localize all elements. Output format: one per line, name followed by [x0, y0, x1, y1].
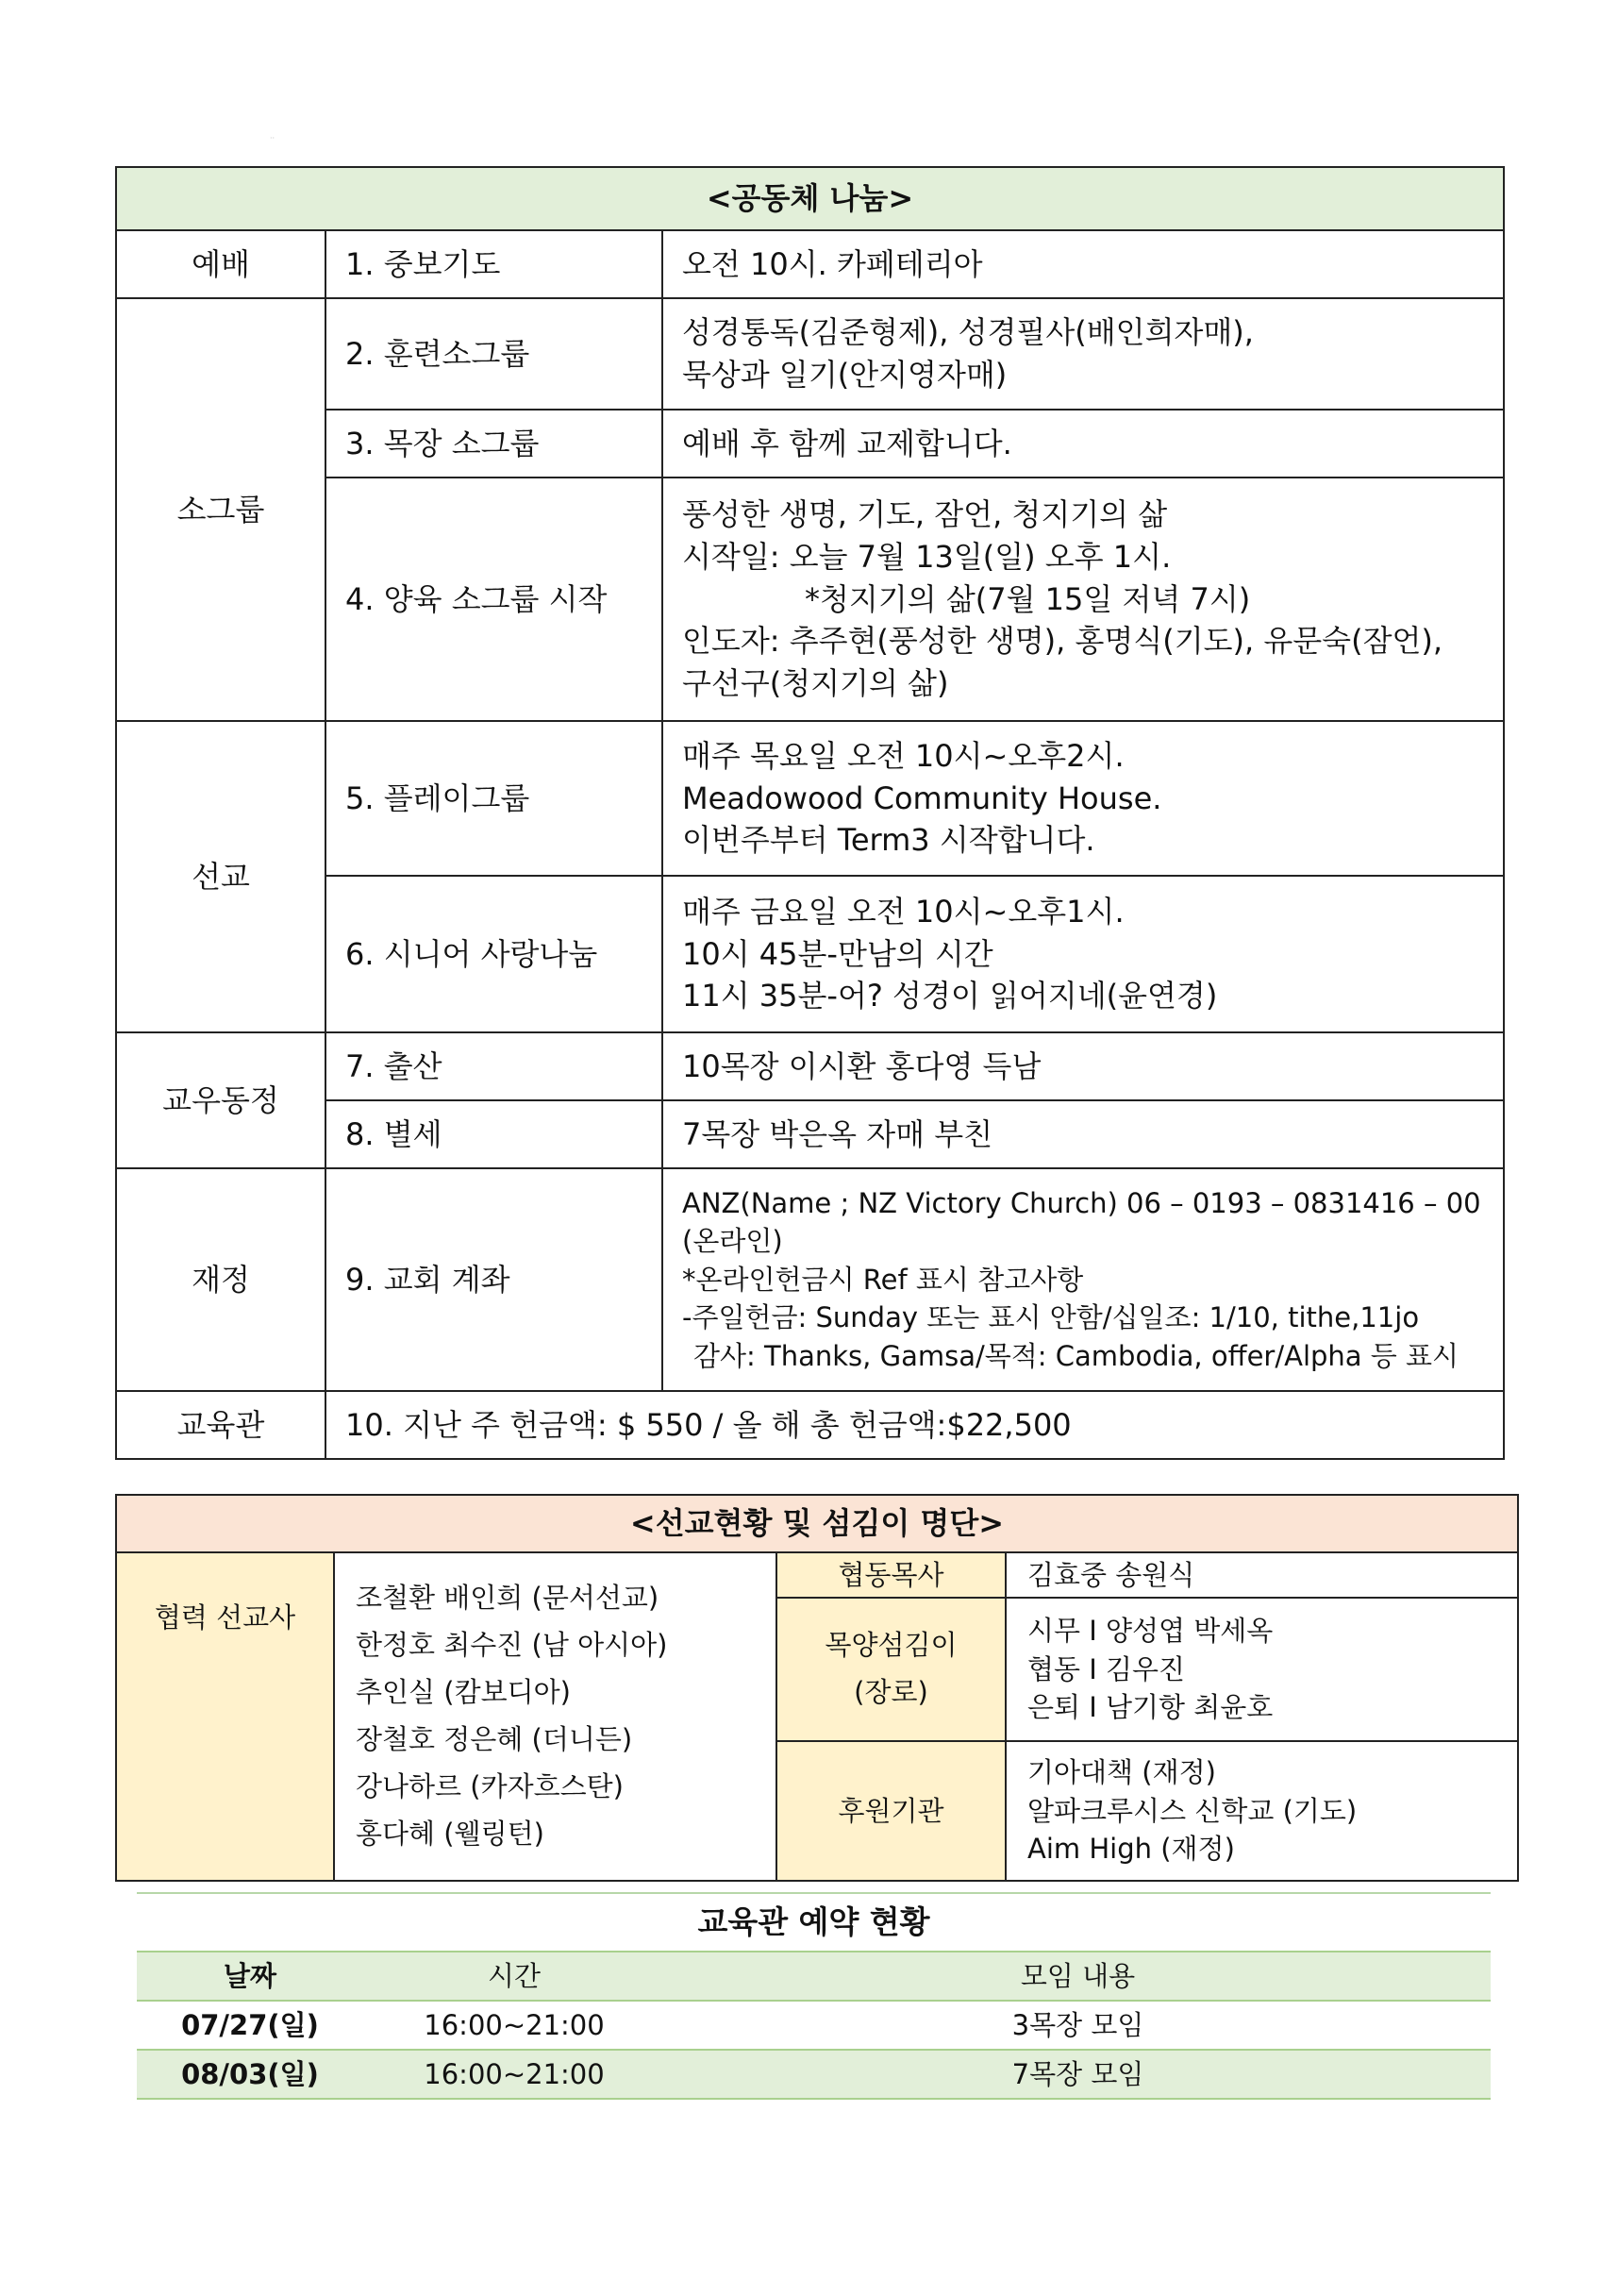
- table-row: 08/03(일) 16:00~21:00 7목장 모임: [137, 2050, 1491, 2099]
- category-worship: 예배: [116, 230, 325, 298]
- item-label: 3. 목장 소그룹: [325, 410, 662, 478]
- offering-summary: 10. 지난 주 헌금액: $ 550 / 올 해 총 헌금액:$22,500: [325, 1391, 1504, 1459]
- elders-label: 목양섬김이 (장로): [776, 1598, 1006, 1741]
- missionary-list: [334, 1552, 776, 1881]
- item-content: ANZ(Name ; NZ Victory Church) 06 – 0193 – 0831416 – 00 (온라인) *온라인헌금시 Ref 표시 참고사항 -주일헌금: Sunday 또는 표시 안함/십일조: 1/10, tithe,11jo 감사: Thanks, Gamsa/목적: Cambodia, offer/Alpha 등 표시: [662, 1168, 1504, 1391]
- list-item: 조철환 배인희 (문서선교): [356, 1582, 659, 1615]
- list-item: 홍다혜 (웰링턴): [356, 1817, 544, 1850]
- item-content: 풍성한 생명, 기도, 잠언, 청지기의 삶 시작일: 오늘 7월 13일(일) 오후 1시. *청지기의 삶(7월 15일 저녁 7시) 인도자: 추주현(풍성한 생명), 홍명식(기도), 유문숙(잠언), 구선구(청지기의 삶): [662, 478, 1504, 721]
- mission-title: <선교현황 및 섬김이 명단>: [116, 1495, 1518, 1552]
- community-title: <공동체 나눔>: [116, 167, 1504, 230]
- scan-mark: ··: [270, 134, 275, 142]
- header-time: 시간: [363, 1952, 665, 2001]
- mission-table: [115, 1494, 1519, 1882]
- category-education-hall: 교육관: [116, 1391, 325, 1459]
- table-row: 07/27(일) 16:00~21:00 3목장 모임: [137, 2001, 1491, 2050]
- sponsors-list: 기아대책 (재정) 알파크루시스 신학교 (기도) Aim High (재정): [1006, 1741, 1518, 1881]
- item-content: 매주 금요일 오전 10시~오후1시. 10시 45분-만남의 시간 11시 35분-어? 성경이 읽어지네(윤연경): [662, 876, 1504, 1032]
- item-label: 5. 플레이그룹: [325, 721, 662, 876]
- item-content: 오전 10시. 카페테리아: [662, 230, 1504, 298]
- item-label: 2. 훈련소그룹: [325, 298, 662, 410]
- community-table: [115, 166, 1505, 1460]
- list-item: 추인실 (캄보디아): [356, 1676, 571, 1709]
- item-content: 예배 후 함께 교제합니다.: [662, 410, 1504, 478]
- list-item: 한정호 최수진 (남 아시아): [356, 1629, 668, 1662]
- category-mission: 선교: [116, 721, 325, 1032]
- item-label: 6. 시니어 사랑나눔: [325, 876, 662, 1032]
- sponsors-label: 후원기관: [776, 1741, 1006, 1881]
- category-small-group: 소그룹: [116, 298, 325, 721]
- missionary-label: 협력 선교사: [116, 1552, 334, 1881]
- item-label: 7. 출산: [325, 1032, 662, 1100]
- reservation-table: [137, 1951, 1491, 2100]
- item-content: 10목장 이시환 홍다영 득남: [662, 1032, 1504, 1100]
- item-label: 1. 중보기도: [325, 230, 662, 298]
- item-label: 9. 교회 계좌: [325, 1168, 662, 1391]
- elders-list: 시무 I 양성엽 박세옥 협동 I 김우진 은퇴 I 남기항 최윤호: [1006, 1598, 1518, 1741]
- associate-pastor-label: 협동목사: [776, 1552, 1006, 1598]
- list-item: 장철호 정은혜 (더니든): [356, 1723, 633, 1755]
- header-date: 날짜: [137, 1952, 363, 2001]
- header-content: 모임 내용: [665, 1952, 1491, 2001]
- item-content: 7목장 박은옥 자매 부친: [662, 1100, 1504, 1168]
- item-label: 8. 별세: [325, 1100, 662, 1168]
- item-content: 성경통독(김준형제), 성경필사(배인희자매), 묵상과 일기(안지영자매): [662, 298, 1504, 410]
- reservation-title: 교육관 예약 현황: [137, 1892, 1491, 1951]
- category-member-news: 교우동정: [116, 1032, 325, 1168]
- item-content: 매주 목요일 오전 10시~오후2시. Meadowood Community House. 이번주부터 Term3 시작합니다.: [662, 721, 1504, 876]
- associate-pastor-names: 김효중 송원식: [1006, 1552, 1518, 1598]
- category-finance: 재정: [116, 1168, 325, 1391]
- item-label: 4. 양육 소그룹 시작: [325, 478, 662, 721]
- list-item: 강나하르 (카자흐스탄): [356, 1769, 624, 1802]
- reservation-section: [137, 1892, 1491, 2100]
